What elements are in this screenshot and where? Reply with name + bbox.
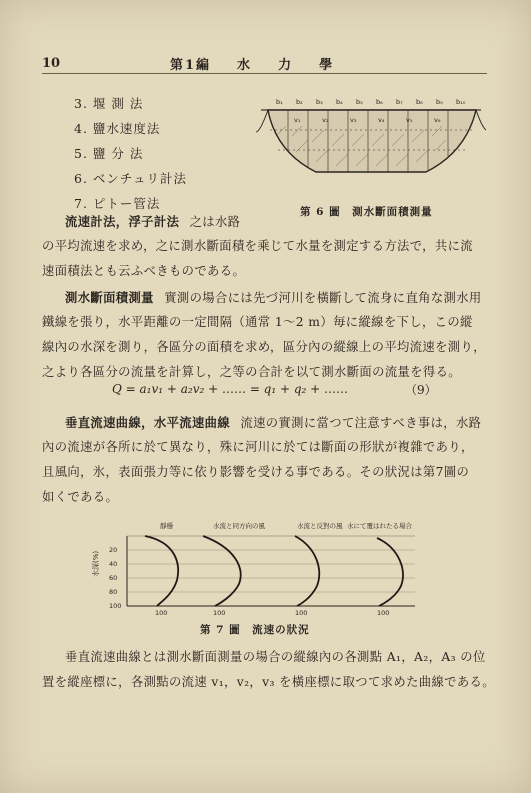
para2-line: 線內の水深を測り，各區分の面積を求め，區分內の縱線上の平均流速を測り，	[42, 340, 486, 354]
figure-7-ytick: 80	[109, 588, 118, 596]
figure-7-velocity-profiles	[85, 518, 435, 618]
para3-line: 內の流速が各所に於て異なり，殊に河川に於ては斷面の形狀が複雜であり，	[42, 440, 474, 454]
method-item: 4. 鹽水速度法	[74, 121, 161, 136]
para3-heading: 垂直流速曲線，水平流速曲線	[65, 415, 231, 430]
para1-line: 之は水路	[189, 215, 241, 229]
profile-curve-calm	[145, 536, 178, 606]
method-item: 6. ベンチュリ計法	[74, 171, 188, 186]
figure-6-b-label: b₁₀	[456, 98, 466, 106]
profile-curve-ice-covered	[377, 538, 403, 606]
figure-6-v-label: v₂	[322, 116, 329, 124]
figure-6-v-label: v₅	[406, 116, 413, 124]
figure-6-v-label: v₆	[434, 116, 441, 124]
profile-curve-against-wind	[295, 536, 319, 606]
header-word-1: 水	[237, 58, 253, 73]
figure-7-ylabel: 水深(%)	[92, 550, 100, 577]
figure-6-cross-section	[256, 92, 486, 197]
figure-6-b-label: b₄	[336, 98, 343, 106]
para4-line: 垂直流速曲線とは測水斷面測量の場合の縱線內の各測點 A₁，A₂，A₃ の位	[65, 650, 486, 664]
figure-6-b-label: b₇	[396, 98, 403, 106]
figure-7-legend-label: 水流と同方向の風	[213, 522, 265, 530]
figure-6-v-label: v₄	[378, 116, 385, 124]
para3-line: 且風向，氷，表面張力等に依り影響を受ける事である。その狀況は第7圖の	[42, 465, 470, 479]
figure-7-legend-label: 靜穩	[160, 522, 173, 530]
figure-6-b-label: b₉	[436, 98, 443, 106]
para4-line: 置を縱座標に，各測點の流速 v₁，v₂，v₃ を橫座標に取つて求めた曲線である。	[42, 675, 495, 689]
figure-6-caption: 第 6 圖 測水斷面積測量	[300, 206, 433, 218]
figure-7-ytick: 100	[109, 602, 122, 610]
method-item: 7. ピトー管法	[74, 196, 161, 211]
figure-6-b-label: b₃	[316, 98, 323, 106]
equation-number: （9）	[405, 383, 437, 397]
para3-first-line	[65, 410, 481, 436]
header-word-3: 學	[319, 58, 335, 73]
equation: Q = a₁v₁ + a₂v₂ + …… = q₁ + q₂ + ……	[112, 382, 349, 396]
figure-6-v-label: v₃	[350, 116, 357, 124]
figure-6-b-label: b₂	[296, 98, 303, 106]
para3-line: 如くである。	[42, 490, 119, 504]
para1-line: の平均流速を求め，之に測水斷面積を乘じて水量を測定する方法で，共に流	[42, 239, 473, 253]
figure-7-xtick: 100	[155, 609, 168, 617]
para1-heading: 流速計法，浮子計法	[65, 214, 180, 229]
running-header	[170, 54, 360, 73]
para1-line: 速面積法とも云ふべきものである。	[42, 264, 246, 278]
profile-curve-with-wind	[203, 536, 241, 606]
header-word-2: 力	[278, 58, 294, 73]
figure-7-ytick: 40	[109, 560, 118, 568]
figure-7-xtick: 100	[295, 609, 308, 617]
para3-line: 流速の實測に當つて注意すべき事は，水路	[240, 416, 482, 430]
chapter-label: 第1編	[170, 58, 212, 73]
figure-7-ytick: 60	[109, 574, 118, 582]
para2-line: 鐵線を張り，水平距離の一定間隔（通常 1～2 m）毎に縱線を下し，この縱	[42, 315, 473, 329]
figure-7-legend-label: 水にて覆はれたる場合	[347, 522, 412, 530]
figure-7-legend-label: 水流と反對の風	[297, 522, 343, 530]
figure-7-xtick: 100	[377, 609, 390, 617]
figure-7-xtick: 100	[213, 609, 226, 617]
para2-line: 之より各區分の流量を計算し，之等の合計を以て測水斷面の流量を得る。	[42, 365, 461, 379]
figure-6-b-label: b₆	[376, 98, 383, 106]
figure-6-b-label: b₈	[416, 98, 423, 106]
method-item: 5. 鹽 分 法	[74, 146, 144, 161]
figure-7-ytick: 20	[109, 546, 118, 554]
header-rule	[42, 73, 487, 74]
figure-6-b-label: b₅	[356, 98, 363, 106]
page-number: 10	[42, 56, 61, 71]
figure-7-caption: 第 7 圖 流速の狀況	[200, 624, 310, 636]
para2-line: 實測の場合には先づ河川を橫斷して流身に直角な測水用	[164, 291, 482, 305]
para2-first-line	[65, 285, 482, 311]
para1-first-line	[65, 209, 240, 235]
figure-6-v-label: v₁	[294, 116, 301, 124]
para2-heading: 測水斷面積測量	[65, 290, 154, 305]
method-item: 3. 堰 測 法	[74, 96, 144, 111]
figure-6-b-label: b₁	[276, 98, 283, 106]
